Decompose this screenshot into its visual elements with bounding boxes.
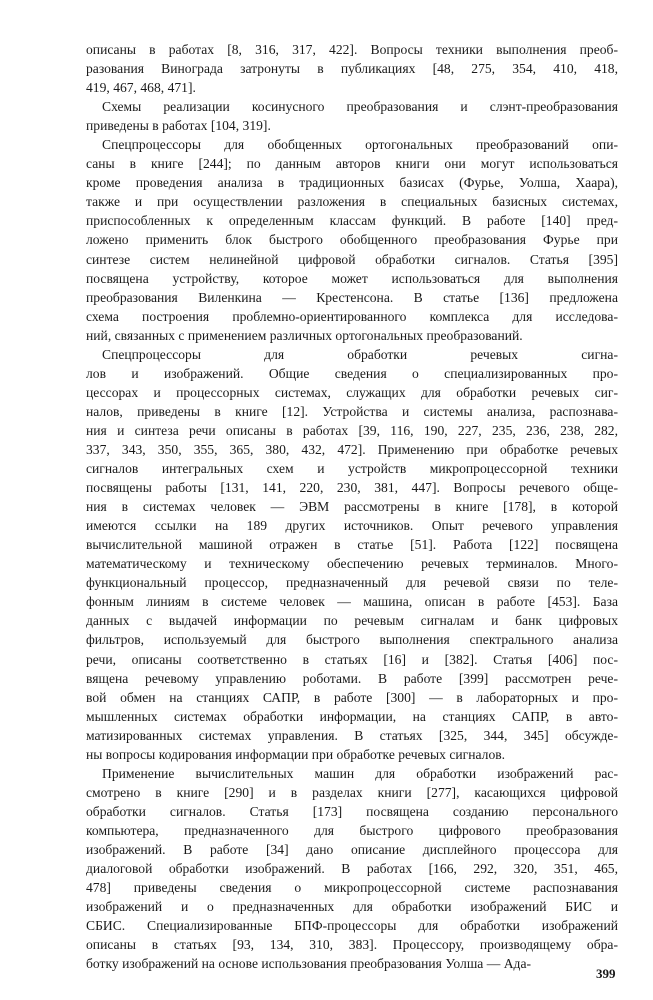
text-line: кроме проведения анализа в традиционных базисах (Фурье, Уолша, Хаара), xyxy=(86,175,618,191)
text-line: Применение вычислительных машин для обработки изображений рас- xyxy=(102,765,618,781)
text-line: разования Винограда затронуты в публикациях [48, 275, 354, 410, 418, xyxy=(86,61,618,77)
text-line: приспособленных к определенным классам функций. В работе [140] пред- xyxy=(86,213,618,229)
text-line: смотрено в книге [290] и в разделах книги [277], касающихся цифровой xyxy=(86,784,618,800)
text-line: ны вопросы кодирования информации при обработке речевых сигналов. xyxy=(86,746,506,762)
text-line: 419, 467, 468, 471]. xyxy=(86,80,196,96)
text-line: компьютера, предназначенного для быстрого цифрового преобразования xyxy=(86,822,618,838)
text-line: преобразования Виленкина — Крестенсона. В статье [136] предложена xyxy=(86,289,618,305)
text-line: фонным линиям в системе человек — машина, описан в работе [453]. База xyxy=(86,594,618,610)
text-line: цессорах и процессорных системах, служащих для обработки речевых сиг- xyxy=(86,384,618,400)
text-line: вычислительной машиной отражен в статье [51]. Работа [122] посвящена xyxy=(86,537,618,553)
text-line: изображений. В работе [34] дано описание дисплейного процессора для xyxy=(86,841,618,857)
text-line: данных с выдачей информации по речевым сигналам и банк цифровых xyxy=(86,613,618,629)
text-line: сигналов интегральных схем и устройств микропроцессорной техники xyxy=(86,461,618,477)
text-line: описаны в работах [8, 316, 317, 422]. Вопросы техники выполнения преоб- xyxy=(86,42,618,57)
text-line: также и при осуществлении разложения в специальных базисных системах, xyxy=(86,194,618,210)
text-line: СБИС. Специализированные БПФ-процессоры для обработки изображений xyxy=(86,918,618,934)
text-line: ложено применить блок быстрого обобщенного преобразования Фурье при xyxy=(86,232,618,248)
text-line: приведены в работах [104, 319]. xyxy=(86,118,271,134)
text-line: имеются ссылки на 189 других источников. Опыт речевого управления xyxy=(86,518,618,534)
text-line: Спецпроцессоры для обобщенных ортогональных преобразований опи- xyxy=(102,137,618,153)
text-line: обработки сигналов. Статья [173] посвящена созданию персонального xyxy=(86,803,618,819)
text-line: мышленных системах обработки информации, на станциях САПР, в авто- xyxy=(86,708,618,724)
text-line: матизированных системах управления. В статьях [325, 344, 345] обсужде- xyxy=(86,727,618,743)
text-line: речи, описаны соответственно в статьях [16] и [382]. Статья [406] пос- xyxy=(86,651,618,667)
text-line: диалоговой обработки изображений. В работах [166, 292, 320, 351, 465, xyxy=(86,861,618,877)
text-line: функциональный процессор, предназначенный для речевой связи по теле- xyxy=(86,575,618,591)
page-number: 399 xyxy=(596,966,616,981)
text-line: 478] приведены сведения о микропроцессорной системе распознавания xyxy=(86,880,618,896)
text-line: Спецпроцессоры для обработки речевых сигна- xyxy=(102,346,618,362)
text-line: вой обмен на станциях САПР, в работе [300] — в лабораторных и про- xyxy=(86,689,618,705)
text-line: посвящена устройству, которое может использоваться для выполнения xyxy=(86,270,618,286)
text-line: налов, приведены в книге [12]. Устройства и системы анализа, распознава- xyxy=(86,403,618,419)
text-line: лов и изображений. Общие сведения о специализированных про- xyxy=(86,365,618,381)
paragraph xyxy=(86,97,618,135)
text-line: саны в книге [244]; по данным авторов книги они могут использоваться xyxy=(86,156,618,172)
paragraph xyxy=(86,135,618,345)
text-line: 337, 343, 350, 355, 365, 380, 432, 472]. Применению при обработке речевых xyxy=(86,441,618,457)
text-line: изображений и о предназначенных для обработки изображений БИС и xyxy=(86,899,618,915)
paragraph xyxy=(86,764,618,974)
text-line: ботку изображений на основе использования преобразования Уолша — Ада- xyxy=(86,956,532,972)
text-line: фильтров, используемый для быстрого выполнения спектрального анализа xyxy=(86,632,618,648)
text-line: схема построения проблемно-ориентированного комплекса для исследова- xyxy=(86,308,618,324)
text-line: описаны в статьях [93, 134, 310, 383]. Процессору, производящему обра- xyxy=(86,937,618,953)
text-line: ния и синтеза речи описаны в работах [39, 116, 190, 227, 235, 236, 238, 282, xyxy=(86,422,618,438)
paragraph xyxy=(86,345,618,764)
text-line: Схемы реализации косинусного преобразования и слэнт-преобразования xyxy=(102,99,618,115)
text-line: ния в системах человек — ЭВМ рассмотрены в книге [178], в которой xyxy=(86,499,618,515)
text-line: вящена речевому управлению роботами. В работе [399] рассмотрен рече- xyxy=(86,670,618,686)
text-line: посвящены работы [131, 141, 220, 230, 381, 447]. Вопросы речевого обще- xyxy=(86,480,618,496)
text-line: ний, связанных с применением различных ортогональных преобразований. xyxy=(86,327,523,343)
text-line: математическому и техническому обеспечению речевых терминалов. Много- xyxy=(86,556,618,572)
paragraph xyxy=(86,40,618,97)
page-body xyxy=(86,40,618,973)
text-line: синтезе систем нелинейной цифровой обработки сигналов. Статья [395] xyxy=(86,251,618,267)
